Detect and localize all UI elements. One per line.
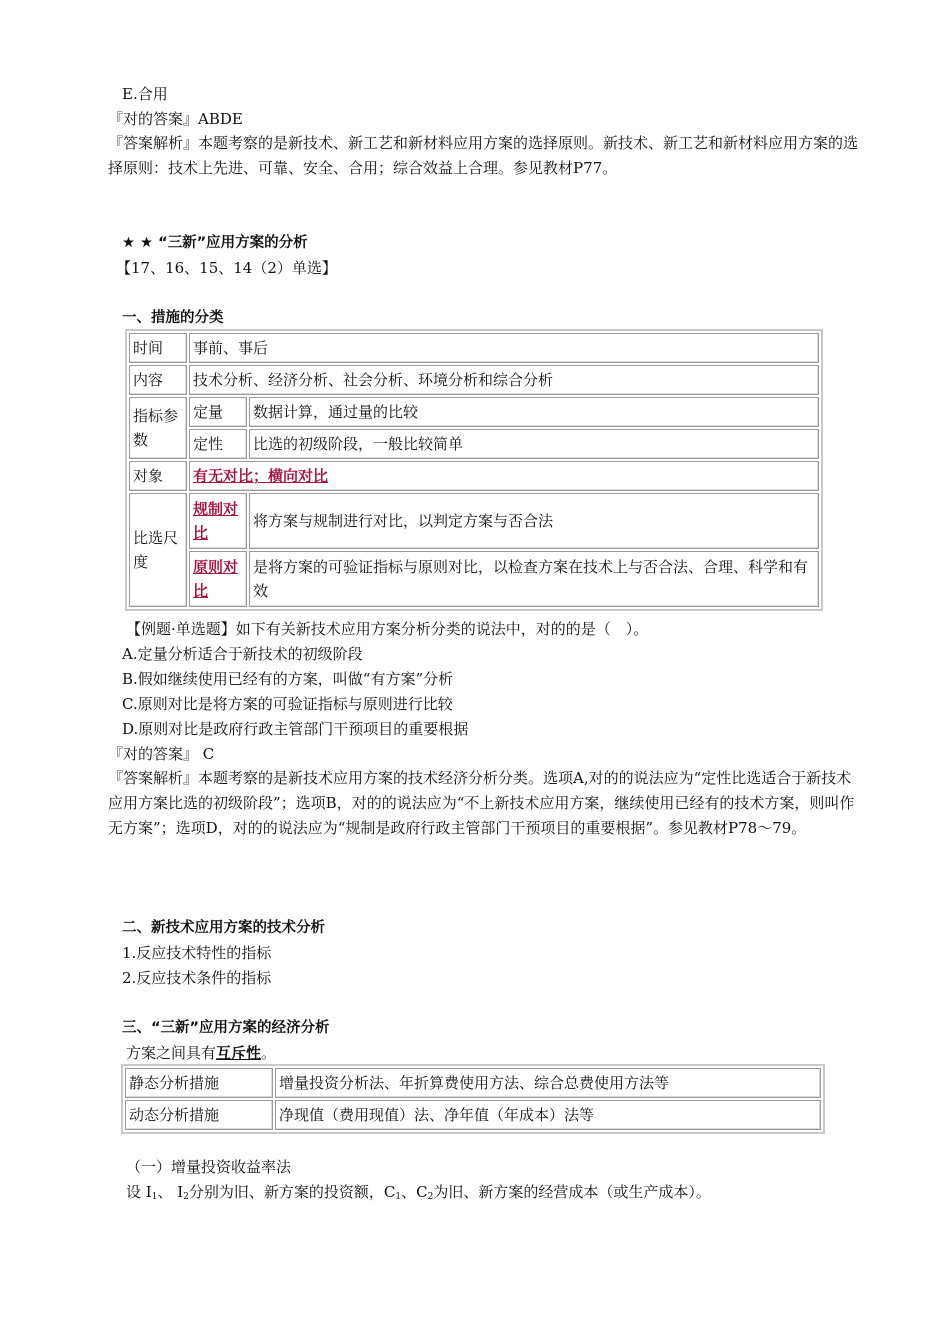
- option-c: C.原则对比是将方案的可验证指标与原则进行比较: [122, 695, 453, 713]
- qual-label: 定性: [189, 429, 247, 459]
- option-d: D.原则对比是政府行政主管部门干预项目的重要根据: [122, 720, 469, 738]
- intro-prefix: 方案之间具有: [126, 1044, 217, 1062]
- content-label: 内容: [129, 365, 187, 395]
- time-label: 时间: [129, 333, 187, 363]
- section2-title: 二、新技术应用方案的技术分析: [122, 920, 325, 936]
- table-row: [129, 333, 819, 363]
- explanation-2: 『答案解析』本题考察的是新技术应用方案的技术经济分析分类。选项A,对的的说法应为“定性比选适合于新技术应用方案比选的初级阶段”；选项B，对的的说法应为“不上新技术应用方案，继续使用已经有的技术方案，则叫作无方案”；选项D，对的的说法应为“规制是政府行政主管部门干预项目的重要根据”。参见教材P78～79。: [108, 769, 855, 837]
- option-b: B.假如继续使用已经有的方案，叫做“有方案”分析: [122, 670, 454, 688]
- indicator-label: 指标参数: [129, 397, 187, 459]
- qual-value: 比选的初级阶段，一般比较简单: [249, 429, 819, 459]
- object-value: 有无对比；横向对比: [189, 461, 819, 491]
- table-row: [129, 365, 819, 395]
- exam-years: 【17、16、15、14（2）单选】: [116, 259, 337, 277]
- intro-suffix: 。: [261, 1044, 277, 1062]
- list-item: 1.反应技术特性的指标: [122, 944, 272, 962]
- plan-label: 规制对比: [189, 493, 247, 549]
- table-row: [129, 551, 819, 607]
- section3-intro: [126, 1041, 276, 1065]
- section3-title: 三、“三新”应用方案的经济分析: [122, 1020, 330, 1036]
- table-row: [129, 429, 819, 459]
- formula-line: 设 $I_1$、 $I_2$分别为旧、新方案的投资额，$C_1$、$C_2$为旧、新方案的经营成本（或生产成本）。: [126, 1183, 711, 1202]
- star-section-title: ★ ★ “三新”应用方案的分析: [122, 235, 308, 251]
- table-row: [129, 493, 819, 549]
- subsection-title: （一）增量投资收益率法: [126, 1158, 292, 1176]
- static-label: 静态分析措施: [125, 1068, 273, 1098]
- principle-value: 是将方案的可验证指标与原则对比，以检查方案在技术上与否合法、合理、科学和有效: [249, 551, 819, 607]
- answer-2: 『对的答案』 C: [108, 745, 215, 763]
- intro-term: 互斥性: [216, 1044, 262, 1062]
- option-e: E.合用: [122, 85, 168, 103]
- principle-label: 原则对比: [189, 551, 247, 607]
- explanation-1: 『答案解析』本题考察的是新技术、新工艺和新材料应用方案的选择原则。新技术、新工艺和新材料应用方案的选择原则：技术上先进、可靠、安全、合用；综合效益上合理。参见教材P77。: [108, 134, 859, 177]
- example-question: 【例题·单选题】如下有关新技术应用方案分析分类的说法中，对的的是（ ）。: [126, 620, 649, 638]
- option-a: A.定量分析适合于新技术的初级阶段: [122, 645, 363, 663]
- measures-table: [125, 329, 823, 611]
- methods-table: [121, 1064, 825, 1134]
- plan-value: 将方案与规制进行对比，以判定方案与否合法: [249, 493, 819, 549]
- table-row: [129, 461, 819, 491]
- quant-label: 定量: [189, 397, 247, 427]
- table-row: [125, 1100, 821, 1130]
- list-item: 2.反应技术条件的指标: [122, 969, 272, 987]
- dynamic-label: 动态分析措施: [125, 1100, 273, 1130]
- dynamic-value: 净现值（费用现值）法、净年值（年成本）法等: [275, 1100, 821, 1130]
- scale-label: 比选尺度: [129, 493, 187, 607]
- answer-1: 『对的答案』ABDE: [108, 110, 243, 128]
- content-value: 技术分析、经济分析、社会分析、环境分析和综合分析: [189, 365, 819, 395]
- table-row: [129, 397, 819, 427]
- object-label: 对象: [129, 461, 187, 491]
- section1-title: 一、措施的分类: [122, 310, 224, 326]
- time-value: 事前、事后: [189, 333, 819, 363]
- table-row: [125, 1068, 821, 1098]
- quant-value: 数据计算，通过量的比较: [249, 397, 819, 427]
- static-value: 增量投资分析法、年折算费使用方法、综合总费使用方法等: [275, 1068, 821, 1098]
